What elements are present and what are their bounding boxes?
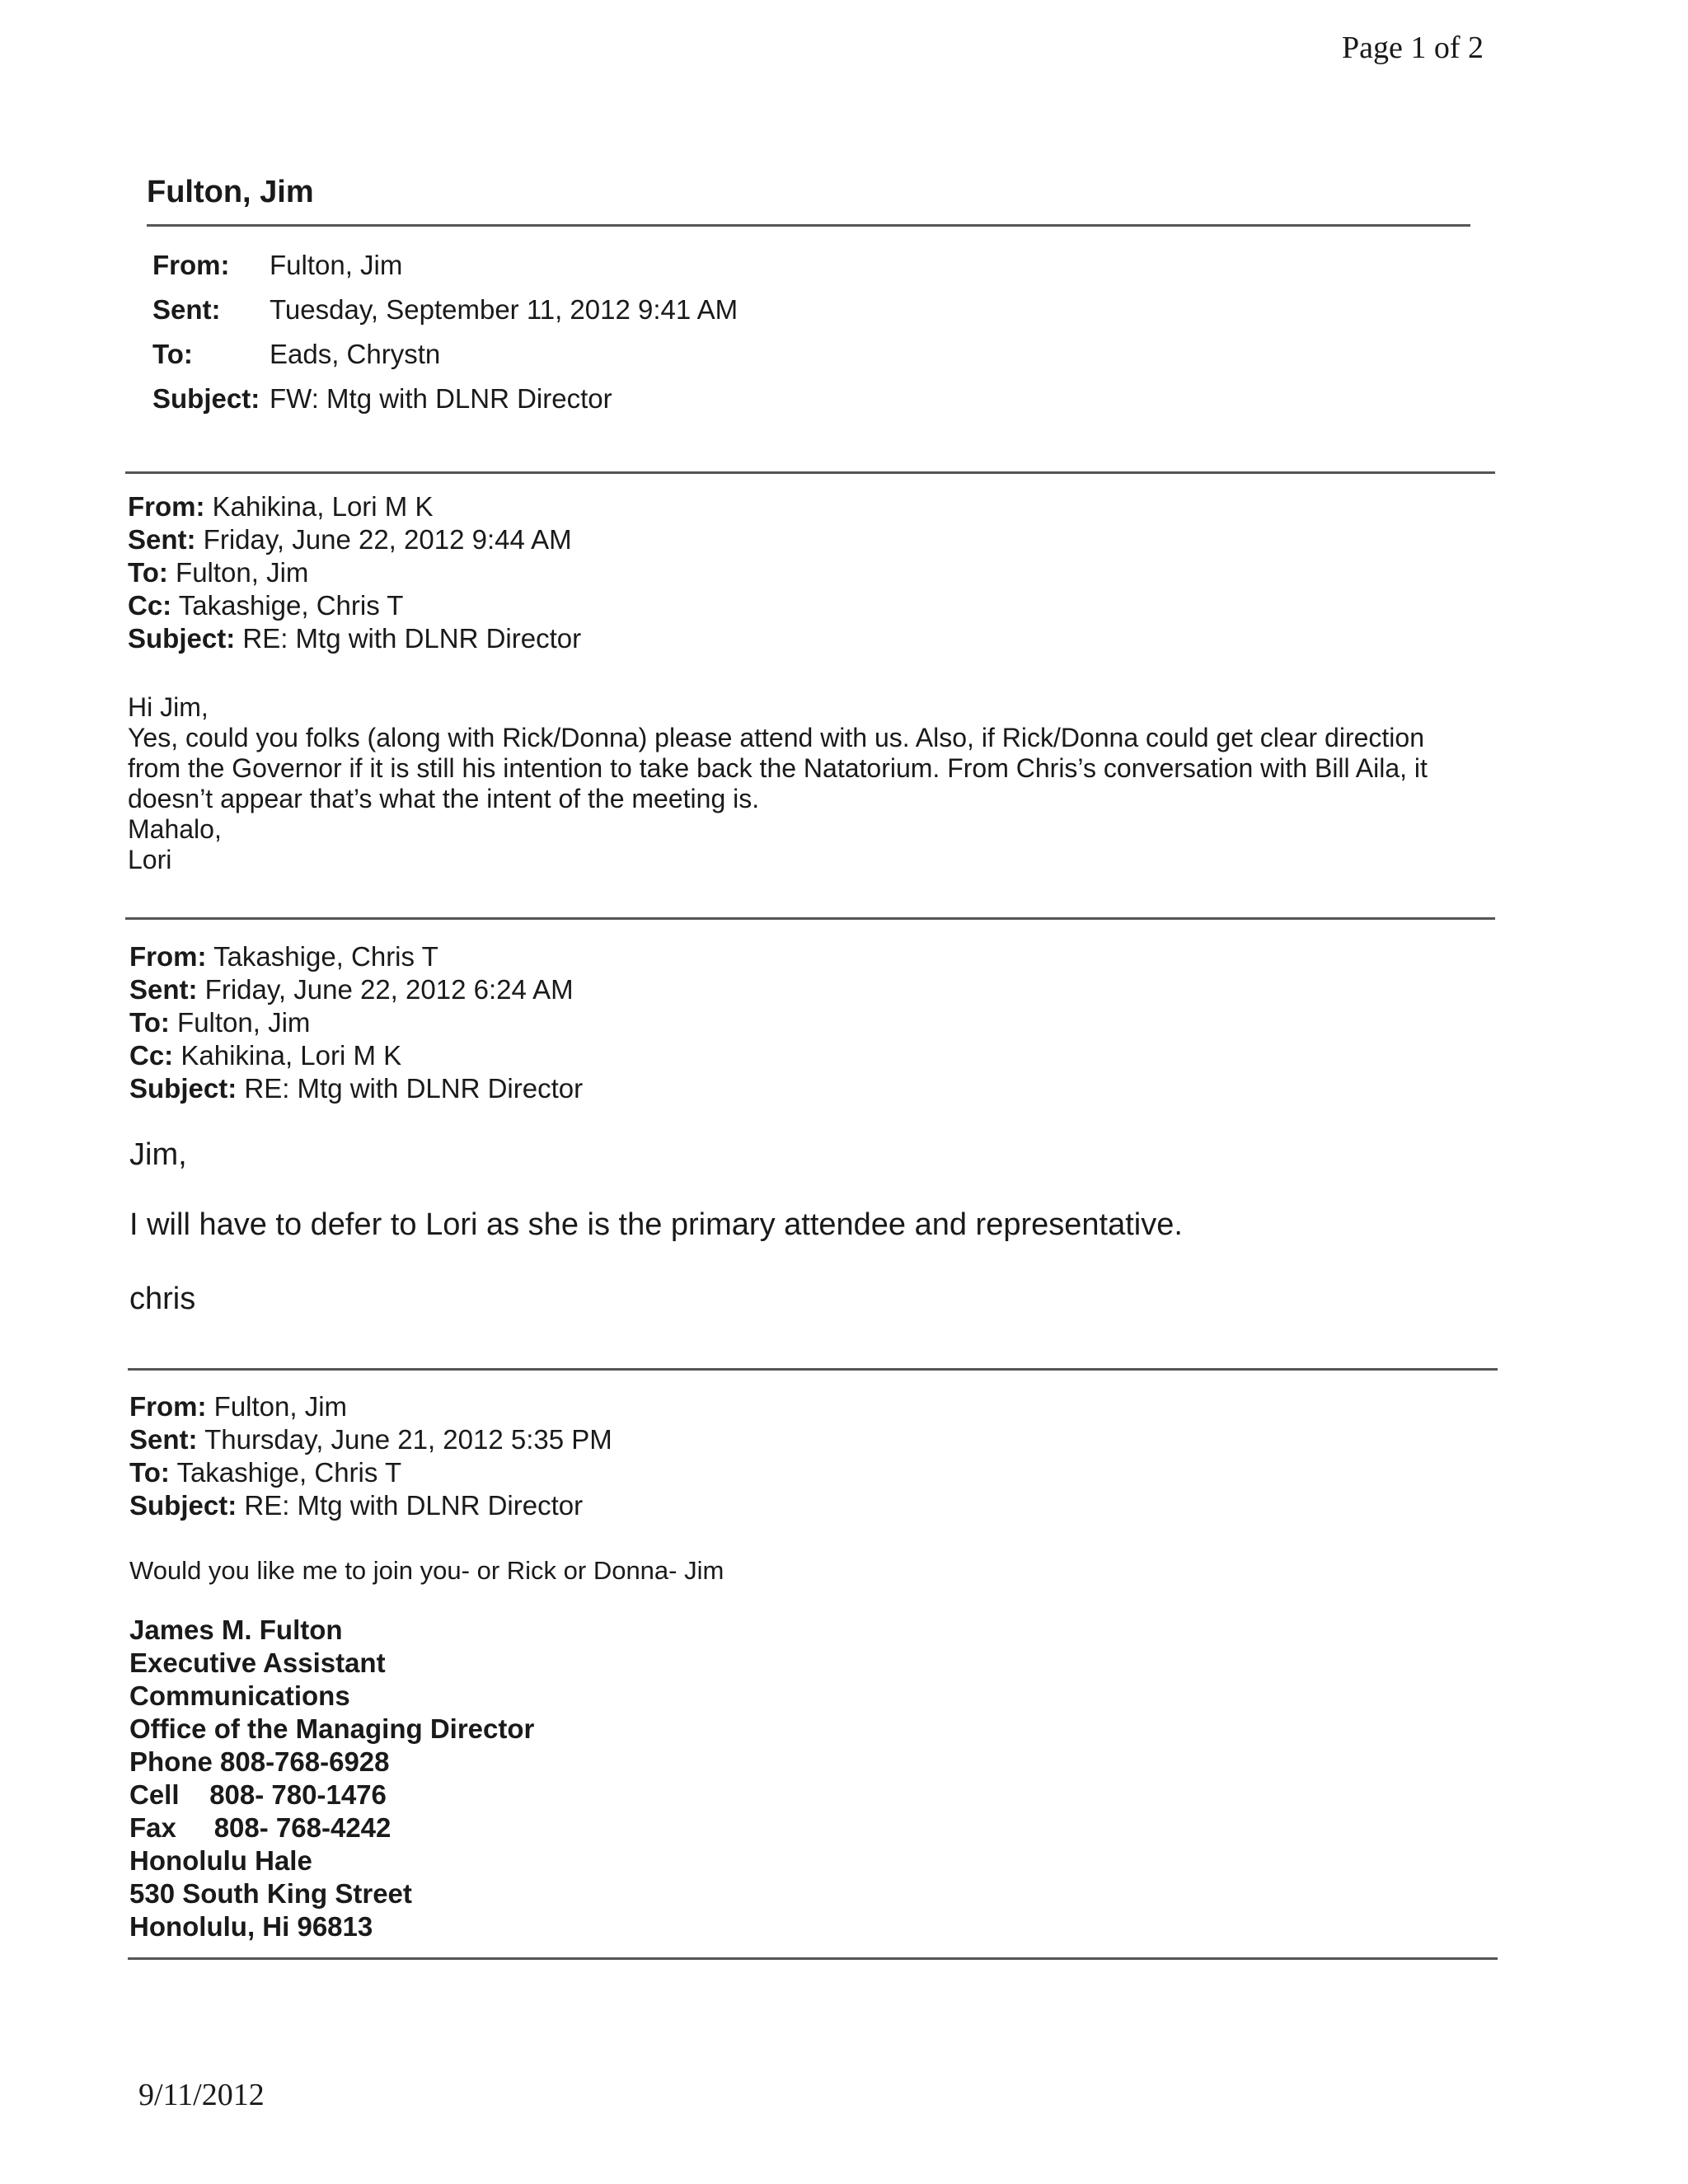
signature-building: Honolulu Hale: [129, 1845, 312, 1876]
email-3-subject: [129, 1489, 612, 1522]
signature-city: Honolulu, Hi 96813: [129, 1911, 373, 1942]
email-3-to: [129, 1456, 612, 1489]
subject-label: Subject:: [129, 1073, 237, 1104]
cc-value: Takashige, Chris T: [178, 590, 404, 621]
email-2-signoff: chris: [129, 1282, 196, 1316]
to-value: Takashige, Chris T: [176, 1457, 402, 1488]
signature-title: Executive Assistant: [129, 1647, 386, 1678]
document-title: Fulton, Jim: [147, 175, 314, 209]
email-1-subject: [128, 622, 581, 655]
email-2-meta: [129, 940, 583, 1105]
from-value: Fulton, Jim: [213, 1391, 348, 1422]
to-label: To:: [129, 1007, 170, 1038]
subject-value: RE: Mtg with DLNR Director: [242, 623, 582, 654]
from-label: From:: [129, 1391, 207, 1422]
header-subject-label: Subject:: [152, 383, 260, 414]
email-2-divider: [128, 1368, 1498, 1371]
email-2-greeting: Jim,: [129, 1137, 187, 1172]
header-sent-value: Tuesday, September 11, 2012 9:41 AM: [270, 294, 738, 325]
page-number: Page 1 of 2: [1342, 30, 1484, 65]
header-sent-label: Sent:: [152, 294, 221, 325]
email-2-subject: [129, 1072, 583, 1105]
header-subject-value: FW: Mtg with DLNR Director: [270, 383, 612, 414]
footer-date: 9/11/2012: [138, 2078, 265, 2112]
email-3-from: [129, 1390, 612, 1423]
cc-label: Cc:: [128, 590, 172, 621]
header-to-row: [152, 339, 440, 370]
email-1-cc: [128, 589, 581, 622]
email-3-sent: [129, 1423, 612, 1456]
header-from-value: Fulton, Jim: [270, 250, 403, 280]
cc-value: Kahikina, Lori M K: [181, 1040, 402, 1071]
email-1-to: [128, 556, 581, 589]
email-2-body: I will have to defer to Lori as she is the primary attendee and representative.: [129, 1207, 1183, 1242]
sent-value: Friday, June 22, 2012 6:24 AM: [204, 974, 574, 1005]
signature-fax: Fax 808- 768-4242: [129, 1812, 392, 1843]
sent-label: Sent:: [129, 974, 198, 1005]
sent-value: Thursday, June 21, 2012 5:35 PM: [204, 1424, 612, 1455]
subject-value: RE: Mtg with DLNR Director: [244, 1490, 584, 1521]
header-to-label: To:: [152, 339, 193, 369]
signature-cell: Cell 808- 780-1476: [129, 1779, 387, 1810]
email-3-body: Would you like me to join you- or Rick or Donna- Jim: [129, 1556, 724, 1585]
body-line: Hi Jim,: [128, 692, 209, 722]
from-value: Kahikina, Lori M K: [212, 491, 434, 522]
email-1-body: [128, 692, 1428, 875]
sent-value: Friday, June 22, 2012 9:44 AM: [203, 524, 572, 555]
body-line: Mahalo,: [128, 814, 222, 844]
from-label: From:: [128, 491, 205, 522]
signature-phone: Phone 808-768-6928: [129, 1746, 390, 1777]
body-line: doesn’t appear that’s what the intent of the meeting is.: [128, 784, 760, 813]
header-subject-row: [152, 383, 612, 415]
signature-office: Office of the Managing Director: [129, 1713, 535, 1744]
header-sent-row: [152, 294, 738, 326]
email-1-from: [128, 490, 581, 523]
header-from-row: [152, 250, 402, 281]
from-label: From:: [129, 941, 207, 972]
from-value: Takashige, Chris T: [213, 941, 438, 972]
to-value: Fulton, Jim: [176, 557, 309, 588]
body-line: Lori: [128, 845, 172, 874]
email-1-sent: [128, 523, 581, 556]
email-3-meta: [129, 1390, 612, 1522]
header-divider: [125, 471, 1495, 474]
body-line: Yes, could you folks (along with Rick/Donna) please attend with us. Also, if Rick/Donna could get clear direction: [128, 723, 1424, 752]
sent-label: Sent:: [129, 1424, 198, 1455]
to-value: Fulton, Jim: [177, 1007, 311, 1038]
email-3-signature: [129, 1614, 534, 1943]
email-2-sent: [129, 973, 583, 1006]
email-3-divider: [128, 1957, 1498, 1960]
subject-value: RE: Mtg with DLNR Director: [244, 1073, 584, 1104]
sent-label: Sent:: [128, 524, 196, 555]
to-label: To:: [128, 557, 168, 588]
email-1-meta: [128, 490, 581, 655]
signature-street: 530 South King Street: [129, 1878, 412, 1909]
body-line: from the Governor if it is still his intention to take back the Natatorium. From Chris’s conversation with Bill Aila, it: [128, 753, 1428, 783]
header-from-label: From:: [152, 250, 230, 280]
header-to-value: Eads, Chrystn: [270, 339, 441, 369]
signature-name: James M. Fulton: [129, 1615, 343, 1645]
email-2-to: [129, 1006, 583, 1039]
email-2-from: [129, 940, 583, 973]
email-2-cc: [129, 1039, 583, 1072]
to-label: To:: [129, 1457, 170, 1488]
title-divider: [147, 224, 1470, 227]
cc-label: Cc:: [129, 1040, 174, 1071]
email-1-divider: [125, 917, 1495, 920]
subject-label: Subject:: [128, 623, 236, 654]
signature-department: Communications: [129, 1680, 350, 1711]
subject-label: Subject:: [129, 1490, 237, 1521]
